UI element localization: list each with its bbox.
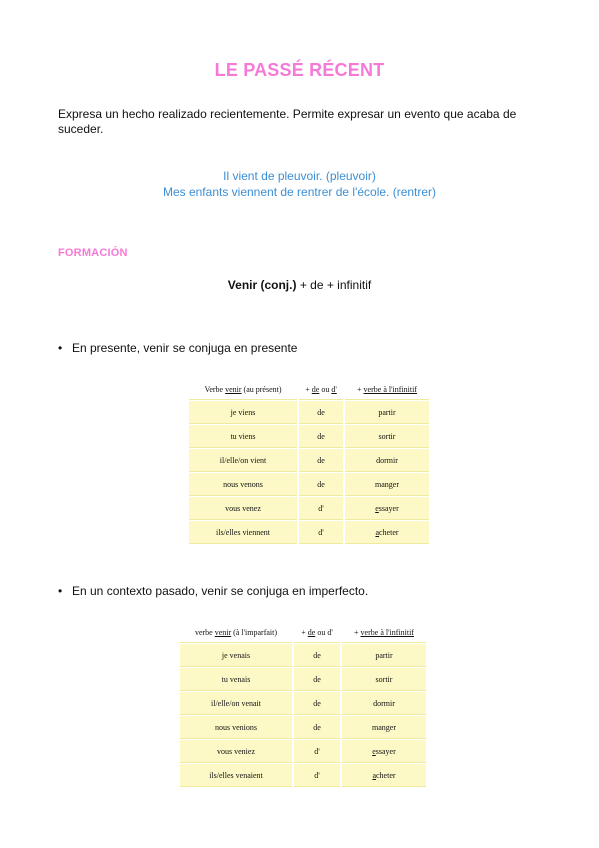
- bullet-text: En presente, venir se conjuga en presente: [72, 341, 298, 355]
- cell-subject: je venais: [180, 644, 292, 667]
- cell-preposition: de: [299, 449, 343, 472]
- cell-infinitive: essayer: [345, 497, 429, 520]
- header-verb: Verbe venir (au présent): [189, 379, 297, 400]
- table-row: [189, 521, 429, 544]
- table-row: [189, 449, 429, 472]
- bullet-icon: •: [58, 341, 63, 355]
- header-preposition: + de ou d': [294, 622, 340, 643]
- section-title: FORMACIÓN: [58, 247, 128, 259]
- formula-bold: Venir (conj.): [227, 278, 297, 292]
- bullet-item: [58, 584, 368, 598]
- example-line: Il vient de pleuvoir. (pleuvoir): [223, 169, 376, 183]
- table-row: [189, 401, 429, 424]
- cell-subject: il/elle/on venait: [180, 692, 292, 715]
- cell-preposition: de: [294, 668, 340, 691]
- examples-block: [0, 168, 599, 200]
- cell-infinitive: sortir: [342, 668, 426, 691]
- cell-infinitive: partir: [342, 644, 426, 667]
- conjugation-table-present: [187, 378, 431, 545]
- header-infinitive: + verbe à l'infinitif: [345, 379, 429, 400]
- cell-infinitive: manger: [345, 473, 429, 496]
- cell-infinitive: acheter: [342, 764, 426, 787]
- intro-paragraph: Expresa un hecho realizado recientemente. Permite expresar un evento que acaba de suceder.: [58, 107, 517, 136]
- cell-preposition: de: [294, 716, 340, 739]
- cell-preposition: de: [299, 425, 343, 448]
- page-title: LE PASSÉ RÉCENT: [214, 60, 385, 80]
- table-row: [180, 692, 426, 715]
- cell-subject: je viens: [189, 401, 297, 424]
- cell-preposition: d': [294, 740, 340, 763]
- cell-subject: tu venais: [180, 668, 292, 691]
- cell-infinitive: manger: [342, 716, 426, 739]
- cell-subject: ils/elles viennent: [189, 521, 297, 544]
- table-row: [180, 716, 426, 739]
- table-row: [189, 425, 429, 448]
- example-line: Mes enfants viennent de rentrer de l'école. (rentrer): [162, 185, 437, 199]
- table-body: [180, 644, 426, 787]
- cell-preposition: de: [294, 644, 340, 667]
- cell-preposition: d': [294, 764, 340, 787]
- table-row: [180, 764, 426, 787]
- header-verb: verbe venir (à l'imparfait): [180, 622, 292, 643]
- bullet-item: [58, 341, 297, 355]
- cell-infinitive: partir: [345, 401, 429, 424]
- header-preposition: + de ou d': [299, 379, 343, 400]
- cell-infinitive: sortir: [345, 425, 429, 448]
- cell-infinitive: essayer: [342, 740, 426, 763]
- cell-infinitive: dormir: [342, 692, 426, 715]
- cell-preposition: d': [299, 521, 343, 544]
- cell-subject: ils/elles venaient: [180, 764, 292, 787]
- cell-preposition: de: [294, 692, 340, 715]
- table-header-row: [180, 622, 426, 643]
- cell-subject: nous venions: [180, 716, 292, 739]
- cell-subject: tu viens: [189, 425, 297, 448]
- conjugation-table-imperfect: [178, 621, 428, 788]
- bullet-text: En un contexto pasado, venir se conjuga en imperfecto.: [72, 584, 369, 598]
- cell-infinitive: dormir: [345, 449, 429, 472]
- cell-infinitive: acheter: [345, 521, 429, 544]
- table-header-row: [189, 379, 429, 400]
- bullet-icon: •: [58, 584, 63, 598]
- header-infinitive: + verbe à l'infinitif: [342, 622, 426, 643]
- cell-preposition: d': [299, 497, 343, 520]
- cell-subject: vous venez: [189, 497, 297, 520]
- table-row: [189, 497, 429, 520]
- table-row: [180, 740, 426, 763]
- table-row: [189, 473, 429, 496]
- cell-preposition: de: [299, 473, 343, 496]
- cell-subject: vous veniez: [180, 740, 292, 763]
- formula-rest: + de + infinitif: [296, 278, 372, 292]
- formula: [0, 278, 599, 292]
- cell-subject: nous venons: [189, 473, 297, 496]
- cell-subject: il/elle/on vient: [189, 449, 297, 472]
- table-row: [180, 668, 426, 691]
- table-body: [189, 401, 429, 544]
- cell-preposition: de: [299, 401, 343, 424]
- table-row: [180, 644, 426, 667]
